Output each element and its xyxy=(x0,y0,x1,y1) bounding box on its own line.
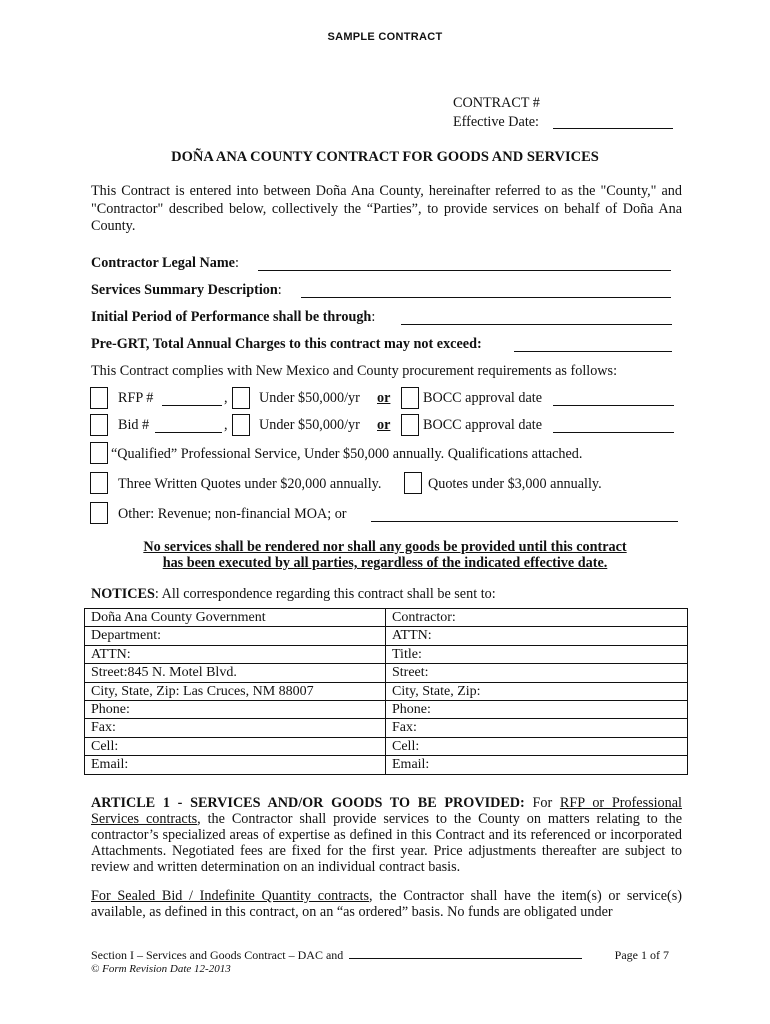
county-notice-cell: Cell: xyxy=(85,737,386,755)
contractor-notice-cell: Fax: xyxy=(386,719,688,737)
article-1-body: , the Contractor shall provide services to the County on matters relating to the contractor’s specialized areas of expertise as defined in this Contract and its referenced or incorporated Attachments. Negotiated fees are fixed for the first year. Price adjustments thereafter are subject to review and written determination on an individual contract basis. xyxy=(91,811,682,875)
other-checkbox[interactable] xyxy=(90,502,108,524)
contractor-notice-cell: Phone: xyxy=(386,701,688,719)
article-1-heading: ARTICLE 1 - SERVICES AND/OR GOODS TO BE PROVIDED: xyxy=(91,795,525,811)
initial-period-label: Initial Period of Performance shall be through xyxy=(91,309,372,325)
notices-row xyxy=(85,737,688,755)
pre-grt-label: Pre-GRT, Total Annual Charges to this contract may not exceed: xyxy=(91,336,482,352)
bid-comma: , xyxy=(224,417,228,433)
legal-name-label: Contractor Legal Name xyxy=(91,255,235,271)
initial-period-line[interactable] xyxy=(401,324,672,325)
footer-page: Page 1 of 7 xyxy=(614,948,669,962)
footer-section: Section I – Services and Goods Contract – DAC and xyxy=(91,948,344,962)
rfp-comma: , xyxy=(224,390,228,406)
other-row xyxy=(90,502,690,526)
complies-text: This Contract complies with New Mexico and County procurement requirements as follows: xyxy=(91,363,618,379)
other-label: Other: Revenue; non-financial MOA; or xyxy=(118,506,347,522)
services-summary-label: Services Summary Description xyxy=(91,282,278,298)
rfp-professional-link: RFP or Professional Services contracts xyxy=(91,795,682,827)
bid-under-label: Under $50,000/yr xyxy=(259,417,360,433)
contractor-notice-cell: Contractor: xyxy=(386,609,688,627)
sealed-bid-link: For Sealed Bid / Indefinite Quantity contracts xyxy=(91,888,370,904)
article-1-for: For xyxy=(524,795,560,811)
notices-row xyxy=(85,627,688,645)
notices-row xyxy=(85,682,688,700)
quotes-row xyxy=(90,472,690,496)
bid-bocc-label: BOCC approval date xyxy=(423,417,542,433)
footer-revision: © Form Revision Date 12-2013 xyxy=(91,963,231,975)
quotes-3000-checkbox[interactable] xyxy=(404,472,422,494)
sealed-bid-paragraph xyxy=(91,888,682,920)
contract-number-label: CONTRACT # xyxy=(453,95,540,111)
warning-line-2: has been executed by all parties, regardless of the indicated effective date. xyxy=(162,555,608,571)
county-notice-cell: Phone: xyxy=(85,701,386,719)
rfp-bocc-checkbox[interactable] xyxy=(401,387,419,409)
sealed-bid-body: , the Contractor shall have the item(s) or service(s) available, as defined in this contract, on an “as ordered” basis. No funds are obligated under xyxy=(91,888,682,920)
warning-line-1: No services shall be rendered nor shall any goods be provided until this contract xyxy=(143,539,627,555)
rfp-under-checkbox[interactable] xyxy=(232,387,250,409)
notices-table xyxy=(84,608,688,775)
contractor-notice-cell: City, State, Zip: xyxy=(386,682,688,700)
notices-row xyxy=(85,756,688,774)
rfp-checkbox[interactable] xyxy=(90,387,108,409)
rfp-under-label: Under $50,000/yr xyxy=(259,390,360,406)
article-1-paragraph xyxy=(91,795,682,875)
contractor-notice-cell: Cell: xyxy=(386,737,688,755)
legal-name-field: Contractor Legal Name: xyxy=(91,255,239,271)
notices-row xyxy=(85,609,688,627)
pre-grt-line[interactable] xyxy=(514,351,672,352)
footer xyxy=(91,948,669,963)
other-line[interactable] xyxy=(371,521,678,522)
qualified-label: “Qualified” Professional Service, Under $50,000 annually. Qualifications attached. xyxy=(111,446,583,462)
quotes-3000-label: Quotes under $3,000 annually. xyxy=(428,476,602,492)
services-summary-field: Services Summary Description: xyxy=(91,282,282,298)
services-summary-line[interactable] xyxy=(301,297,671,298)
bid-or-label: or xyxy=(377,417,391,433)
county-notice-cell: Street:845 N. Motel Blvd. xyxy=(85,664,386,682)
bid-number-line[interactable] xyxy=(155,432,222,433)
bid-row xyxy=(90,414,690,438)
notices-line xyxy=(91,586,496,603)
notices-row xyxy=(85,719,688,737)
rfp-or-label: or xyxy=(377,390,391,406)
bid-bocc-date-line[interactable] xyxy=(553,432,674,433)
county-notice-cell: ATTN: xyxy=(85,645,386,663)
notices-text: : All correspondence regarding this contract shall be sent to: xyxy=(154,586,496,602)
qualified-row xyxy=(90,442,690,466)
rfp-label: RFP # xyxy=(118,390,154,406)
contractor-notice-cell: Title: xyxy=(386,645,688,663)
pre-grt-field xyxy=(91,336,482,354)
legal-name-line[interactable] xyxy=(258,270,671,271)
sample-contract-header: SAMPLE CONTRACT xyxy=(327,31,443,43)
rfp-bocc-date-line[interactable] xyxy=(553,405,674,406)
three-quotes-checkbox[interactable] xyxy=(90,472,108,494)
notices-row xyxy=(85,664,688,682)
rfp-number-line[interactable] xyxy=(162,405,222,406)
county-notice-cell: Fax: xyxy=(85,719,386,737)
rfp-row xyxy=(90,387,690,411)
notices-row xyxy=(85,701,688,719)
intro-paragraph: This Contract is entered into between Doña Ana County, hereinafter referred to as the "County," and "Contractor" described below, collectively the “Parties”, to provide services on behalf of Doña Ana County. xyxy=(91,183,682,234)
bid-bocc-checkbox[interactable] xyxy=(401,414,419,436)
bid-under-checkbox[interactable] xyxy=(232,414,250,436)
notices-label: NOTICES xyxy=(91,586,155,602)
footer-line xyxy=(349,948,582,959)
bid-label: Bid # xyxy=(118,417,150,433)
county-notice-cell: Email: xyxy=(85,756,386,774)
county-notice-cell: City, State, Zip: Las Cruces, NM 88007 xyxy=(85,682,386,700)
contractor-notice-cell: Street: xyxy=(386,664,688,682)
county-notice-cell: Department: xyxy=(85,627,386,645)
contractor-notice-cell: Email: xyxy=(386,756,688,774)
rfp-bocc-label: BOCC approval date xyxy=(423,390,542,406)
qualified-checkbox[interactable] xyxy=(90,442,108,464)
notices-row xyxy=(85,645,688,663)
county-notice-cell: Doña Ana County Government xyxy=(85,609,386,627)
effective-date-label: Effective Date: xyxy=(453,114,539,130)
contractor-notice-cell: ATTN: xyxy=(386,627,688,645)
effective-date-line[interactable] xyxy=(553,128,673,129)
bid-checkbox[interactable] xyxy=(90,414,108,436)
three-quotes-label: Three Written Quotes under $20,000 annually. xyxy=(118,476,382,492)
document-title: DOÑA ANA COUNTY CONTRACT FOR GOODS AND SERVICES xyxy=(171,149,599,165)
initial-period-field: Initial Period of Performance shall be through: xyxy=(91,309,376,325)
